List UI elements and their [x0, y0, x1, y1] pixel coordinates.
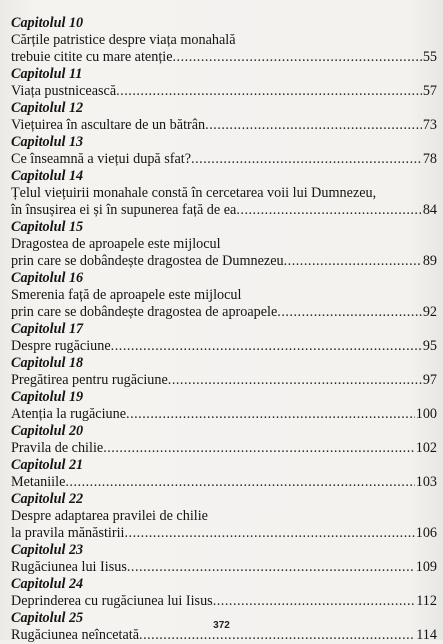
chapter-title-line: Rugăciunea lui Iisus	[11, 559, 127, 575]
chapter-page-number: 106	[415, 525, 437, 541]
chapter-page-number: 103	[415, 474, 437, 490]
dot-leader	[65, 474, 414, 491]
chapter-title-line: Metaniile	[11, 474, 66, 490]
chapter-page-number: 89	[422, 253, 437, 269]
chapter-title-row	[11, 49, 437, 66]
chapter-title-line: Dragostea de aproapele este mijlocul	[11, 236, 221, 252]
chapter-title-line: Viețuirea în ascultare de un bătrân	[11, 117, 206, 133]
toc-entry	[11, 491, 437, 542]
dot-leader	[284, 253, 422, 270]
chapter-page-number: 100	[415, 406, 437, 422]
chapter-title-line: Pregătirea pentru rugăciune	[11, 372, 168, 388]
toc-entry	[11, 542, 437, 576]
chapter-page-number: 73	[422, 117, 437, 133]
chapter-page-number: 84	[422, 202, 437, 218]
chapter-title-row	[11, 372, 437, 389]
chapter-title-row	[11, 151, 437, 168]
chapter-title-row	[11, 253, 437, 270]
chapter-title-line: Despre rugăciune	[11, 338, 111, 354]
chapter-heading: Capitolul 21	[11, 457, 84, 473]
chapter-title-line: Cărțile patristice despre viața monahală	[11, 32, 236, 48]
toc-entry	[11, 219, 437, 270]
chapter-heading: Capitolul 18	[11, 355, 84, 371]
toc-entry	[11, 270, 437, 321]
dot-leader	[127, 559, 415, 576]
chapter-title-line: Atenția la rugăciune	[11, 406, 127, 422]
chapter-heading: Capitolul 14	[11, 168, 84, 184]
dot-leader	[168, 372, 422, 389]
chapter-heading: Capitolul 17	[11, 321, 84, 337]
chapter-page-number: 109	[415, 559, 437, 575]
chapter-title-line: Ce înseamnă a viețui după sfat?	[11, 151, 192, 167]
chapter-title-line: Despre adaptarea pravilei de chilie	[11, 508, 208, 524]
chapter-title-row	[11, 304, 437, 321]
toc-entry	[11, 134, 437, 168]
chapter-heading: Capitolul 20	[11, 423, 84, 439]
chapter-title-row	[11, 474, 437, 491]
chapter-title-row	[11, 440, 437, 457]
chapter-heading: Capitolul 15	[11, 219, 84, 235]
chapter-title-row	[11, 202, 437, 219]
toc-entry	[11, 321, 437, 355]
toc-entry	[11, 389, 437, 423]
toc-entry	[11, 15, 437, 66]
chapter-title-line: Viața pustnicească	[11, 83, 117, 99]
chapter-title-line: prin care se dobândește dragostea de aproapele	[11, 304, 278, 320]
chapter-page-number: 102	[415, 440, 437, 456]
chapter-title-line: Deprinderea cu rugăciunea lui Iisus	[11, 593, 213, 609]
chapter-heading: Capitolul 22	[11, 491, 84, 507]
chapter-title-line: Rugăciunea neîncetată	[11, 627, 140, 643]
chapter-page-number: 57	[422, 83, 437, 99]
toc-entry	[11, 66, 437, 100]
dot-leader	[111, 338, 422, 355]
chapter-title-row	[11, 117, 437, 134]
toc-entry	[11, 100, 437, 134]
chapter-title-line: Smerenia față de aproapele este mijlocul	[11, 287, 242, 303]
page-number: 372	[213, 620, 230, 631]
dot-leader	[205, 117, 422, 134]
toc-entry	[11, 168, 437, 219]
chapter-page-number: 114	[416, 627, 437, 643]
chapter-page-number: 55	[422, 49, 437, 65]
chapter-heading: Capitolul 23	[11, 542, 84, 558]
chapter-title-line: trebuie citite cu mare atenție	[11, 49, 173, 65]
table-of-contents	[11, 15, 437, 644]
chapter-heading: Capitolul 11	[11, 66, 83, 82]
chapter-page-number: 112	[416, 593, 437, 609]
dot-leader	[213, 593, 416, 610]
toc-entry	[11, 457, 437, 491]
chapter-heading: Capitolul 10	[11, 15, 84, 31]
chapter-title-row	[11, 83, 437, 100]
toc-entry	[11, 355, 437, 389]
chapter-title-line: în însușirea ei și în supunerea față de ea	[11, 202, 237, 218]
chapter-title-row	[11, 406, 437, 423]
chapter-title-line: la pravila mănăstirii	[11, 525, 125, 541]
chapter-title-line: Pravila de chilie	[11, 440, 104, 456]
chapter-page-number: 97	[422, 372, 437, 388]
chapter-title-line: Țelul viețuirii monahale constă în cercetarea voii lui Dumnezeu,	[11, 185, 377, 201]
dot-leader	[126, 406, 415, 423]
chapter-heading: Capitolul 13	[11, 134, 84, 150]
chapter-title-row	[11, 559, 437, 576]
chapter-page-number: 92	[422, 304, 437, 320]
chapter-title-row	[11, 338, 437, 355]
dot-leader	[103, 440, 415, 457]
toc-entry	[11, 423, 437, 457]
chapter-heading: Capitolul 25	[11, 610, 84, 626]
chapter-heading: Capitolul 16	[11, 270, 84, 286]
chapter-heading: Capitolul 19	[11, 389, 84, 405]
dot-leader	[277, 304, 422, 321]
chapter-heading: Capitolul 12	[11, 100, 84, 116]
dot-leader	[191, 151, 422, 168]
chapter-page-number: 95	[422, 338, 437, 354]
chapter-title-line: prin care se dobândește dragostea de Dumnezeu	[11, 253, 284, 269]
dot-leader	[173, 49, 422, 66]
toc-entry	[11, 576, 437, 610]
chapter-title-row	[11, 525, 437, 542]
chapter-page-number: 78	[422, 151, 437, 167]
dot-leader	[116, 83, 422, 100]
dot-leader	[236, 202, 421, 219]
chapter-title-row	[11, 593, 437, 610]
chapter-heading: Capitolul 24	[11, 576, 84, 592]
dot-leader	[124, 525, 414, 542]
